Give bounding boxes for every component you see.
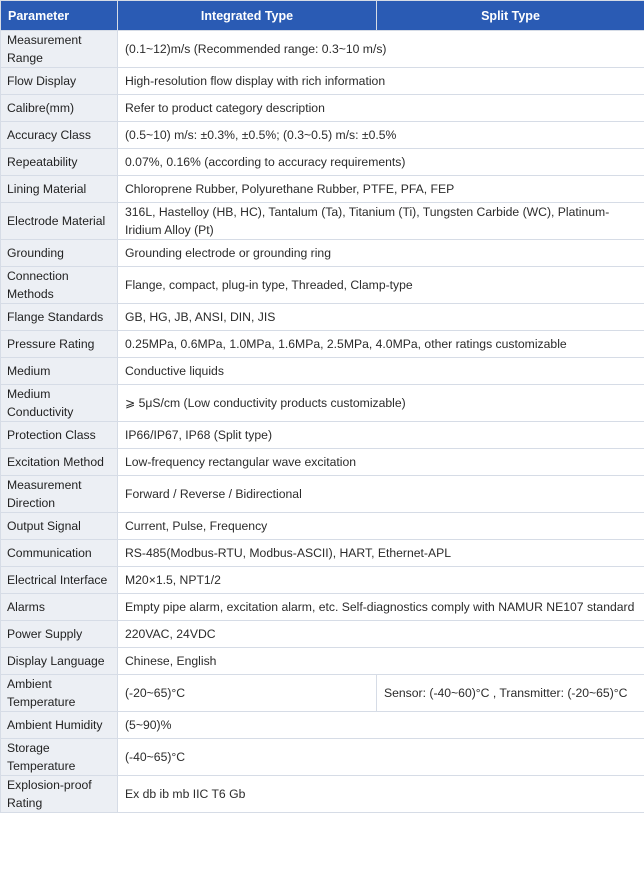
- row-label: Ambient Temperature: [1, 675, 118, 712]
- header-split-type: Split Type: [377, 1, 644, 31]
- row-label: Communication: [1, 540, 118, 567]
- table-row: [1, 776, 644, 813]
- row-label: Repeatability: [1, 149, 118, 176]
- table-row: [1, 385, 644, 422]
- table-row: [1, 176, 644, 203]
- row-label: Flow Display: [1, 68, 118, 95]
- row-label: Output Signal: [1, 513, 118, 540]
- table-row: [1, 240, 644, 267]
- row-label: Electrode Material: [1, 203, 118, 240]
- table-row: [1, 122, 644, 149]
- table-row: [1, 68, 644, 95]
- row-value: Grounding electrode or grounding ring: [118, 240, 644, 267]
- row-value: Ex db ib mb IIC T6 Gb: [118, 776, 644, 813]
- row-value: Empty pipe alarm, excitation alarm, etc. Self-diagnostics comply with NAMUR NE107 standard: [118, 594, 644, 621]
- row-value: GB, HG, JB, ANSI, DIN, JIS: [118, 304, 644, 331]
- table-row: [1, 621, 644, 648]
- table-row: [1, 567, 644, 594]
- table-row: [1, 739, 644, 776]
- table-row: [1, 594, 644, 621]
- row-label: Flange Standards: [1, 304, 118, 331]
- header-parameter: Parameter: [1, 1, 118, 31]
- row-value: ⩾ 5μS/cm (Low conductivity products customizable): [118, 385, 644, 422]
- row-label: Grounding: [1, 240, 118, 267]
- table-row: [1, 449, 644, 476]
- row-label: Calibre(mm): [1, 95, 118, 122]
- row-label: Explosion-proof Rating: [1, 776, 118, 813]
- row-label: Medium Conductivity: [1, 385, 118, 422]
- row-value: (5~90)%: [118, 712, 644, 739]
- row-value: 0.25MPa, 0.6MPa, 1.0MPa, 1.6MPa, 2.5MPa, 4.0MPa, other ratings customizable: [118, 331, 644, 358]
- header-row: [1, 1, 644, 31]
- table-row: [1, 648, 644, 675]
- row-value: (0.5~10) m/s: ±0.3%, ±0.5%; (0.3~0.5) m/s: ±0.5%: [118, 122, 644, 149]
- row-value: Low-frequency rectangular wave excitation: [118, 449, 644, 476]
- table-row: [1, 304, 644, 331]
- row-label: Excitation Method: [1, 449, 118, 476]
- table-row: [1, 31, 644, 68]
- row-label: Connection Methods: [1, 267, 118, 304]
- row-label: Pressure Rating: [1, 331, 118, 358]
- row-value: (-40~65)°C: [118, 739, 644, 776]
- row-value: Chinese, English: [118, 648, 644, 675]
- row-label: Accuracy Class: [1, 122, 118, 149]
- row-label: Protection Class: [1, 422, 118, 449]
- row-label: Ambient Humidity: [1, 712, 118, 739]
- row-label: Power Supply: [1, 621, 118, 648]
- table-row: [1, 476, 644, 513]
- row-value: RS-485(Modbus-RTU, Modbus-ASCII), HART, Ethernet-APL: [118, 540, 644, 567]
- table-row: [1, 267, 644, 304]
- row-label: Measurement Direction: [1, 476, 118, 513]
- table-row: [1, 712, 644, 739]
- row-value-split: Sensor: (-40~60)°C , Transmitter: (-20~65)°C: [377, 675, 644, 712]
- table-row: [1, 331, 644, 358]
- row-value: Conductive liquids: [118, 358, 644, 385]
- table-row: [1, 358, 644, 385]
- row-label: Electrical Interface: [1, 567, 118, 594]
- table-row: [1, 203, 644, 240]
- row-label: Medium: [1, 358, 118, 385]
- row-value: M20×1.5, NPT1/2: [118, 567, 644, 594]
- row-value: Flange, compact, plug-in type, Threaded, Clamp-type: [118, 267, 644, 304]
- header-integrated-type: Integrated Type: [118, 1, 377, 31]
- row-label: Storage Temperature: [1, 739, 118, 776]
- table-row: [1, 675, 644, 712]
- row-label: Lining Material: [1, 176, 118, 203]
- row-value: High-resolution flow display with rich information: [118, 68, 644, 95]
- table-row: [1, 422, 644, 449]
- row-value: (0.1~12)m/s (Recommended range: 0.3~10 m/s): [118, 31, 644, 68]
- row-value: Current, Pulse, Frequency: [118, 513, 644, 540]
- table-row: [1, 513, 644, 540]
- row-value: Chloroprene Rubber, Polyurethane Rubber, PTFE, PFA, FEP: [118, 176, 644, 203]
- table-row: [1, 95, 644, 122]
- row-value: Forward / Reverse / Bidirectional: [118, 476, 644, 513]
- row-value-integrated: (-20~65)°C: [118, 675, 377, 712]
- row-value: Refer to product category description: [118, 95, 644, 122]
- row-value: IP66/IP67, IP68 (Split type): [118, 422, 644, 449]
- row-label: Display Language: [1, 648, 118, 675]
- table-row: [1, 149, 644, 176]
- row-value: 220VAC, 24VDC: [118, 621, 644, 648]
- row-value: 0.07%, 0.16% (according to accuracy requirements): [118, 149, 644, 176]
- row-label: Measurement Range: [1, 31, 118, 68]
- row-value: 316L, Hastelloy (HB, HC), Tantalum (Ta), Titanium (Ti), Tungsten Carbide (WC), Platinum-Iridium Alloy (Pt): [118, 203, 644, 240]
- table-row: [1, 540, 644, 567]
- row-label: Alarms: [1, 594, 118, 621]
